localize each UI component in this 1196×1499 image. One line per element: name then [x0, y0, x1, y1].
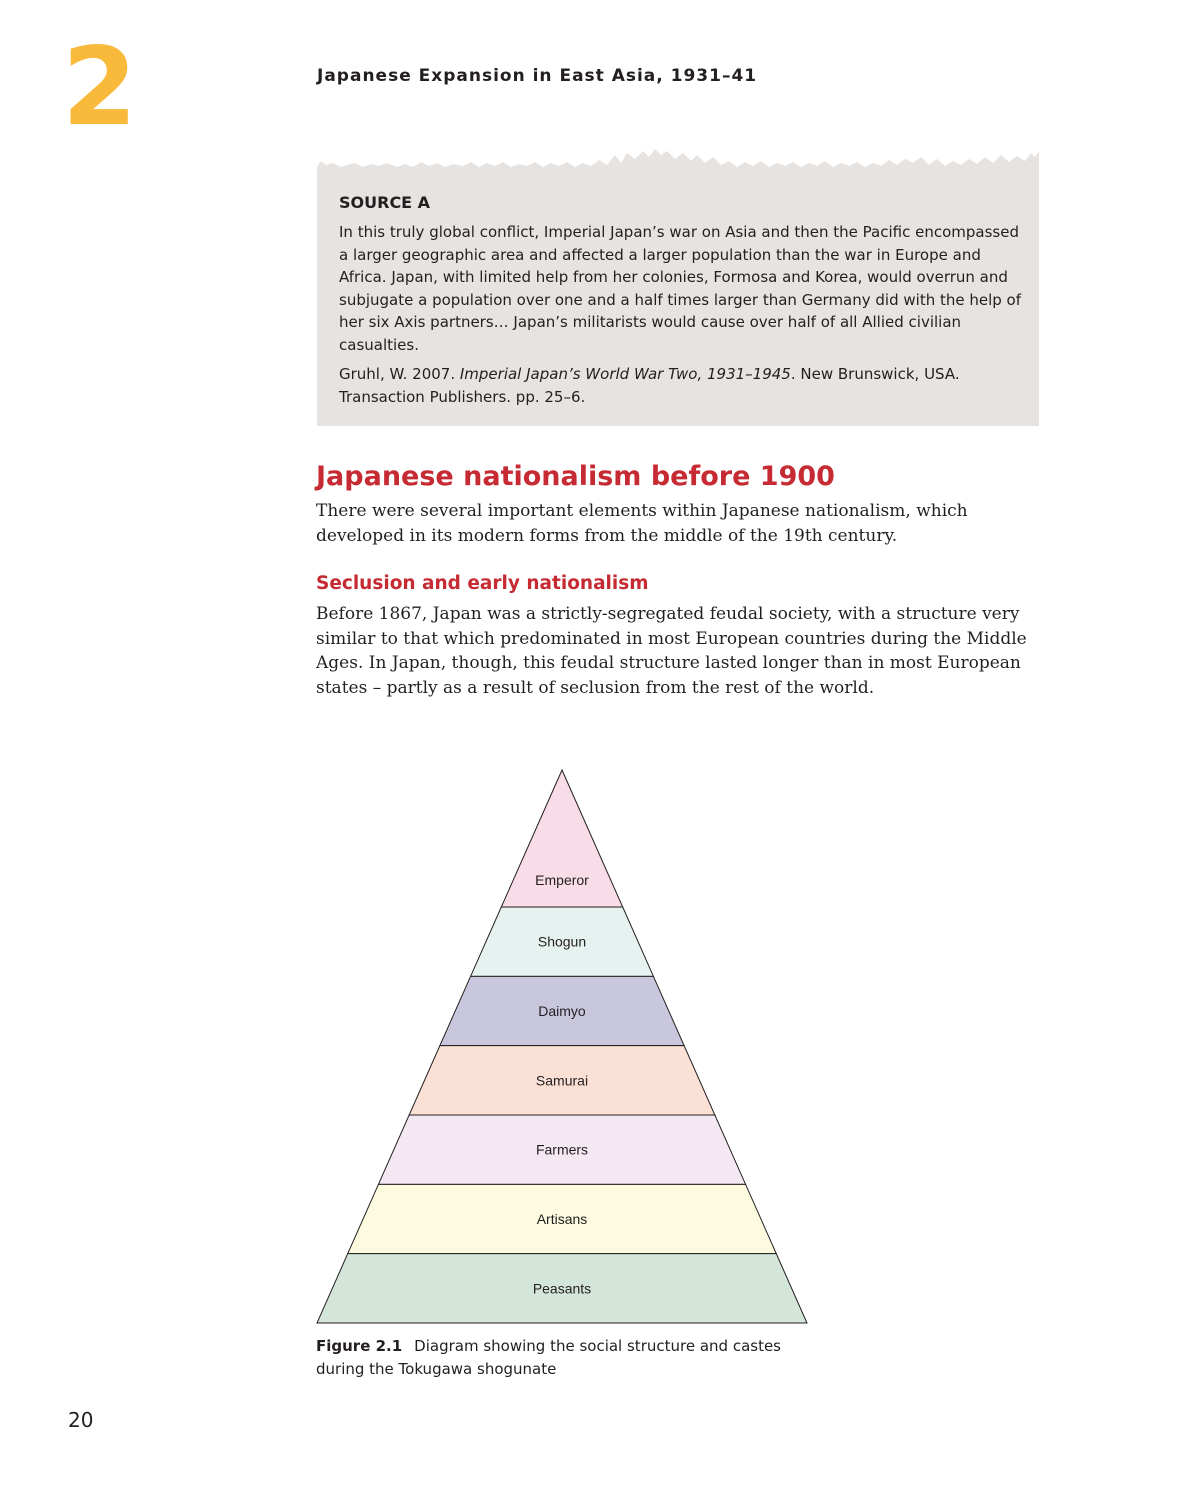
- figure-caption-text: Diagram showing the social structure and castes during the Tokugawa shogunate: [316, 1337, 781, 1378]
- running-title: Japanese Expansion in East Asia, 1931–41: [317, 66, 758, 86]
- tier-label-artisans: Artisans: [536, 1211, 588, 1227]
- source-panel: [317, 183, 1039, 426]
- figure-label: Figure 2.1: [316, 1337, 403, 1355]
- tier-label-daimyo: Daimyo: [538, 1003, 586, 1019]
- tier-label-emperor: Emperor: [535, 872, 589, 888]
- tier-label-samurai: Samurai: [535, 1072, 589, 1089]
- source-citation: [339, 363, 1029, 408]
- intro-paragraph: There were several important elements within Japanese nationalism, which developed in its modern forms from the middle of the 19th century.: [316, 501, 968, 546]
- body-paragraph: Before 1867, Japan was a strictly-segregated feudal society, with a structure very similar to that which predominated in most European countries during the Middle Ages. In Japan, though, this feudal structure lasted longer than in most European states – partly as a result of seclusion from the rest of the world.: [316, 604, 1027, 698]
- citation-author: Gruhl, W. 2007.: [339, 365, 460, 383]
- tier-label-peasants: Peasants: [532, 1280, 592, 1297]
- figure-caption: [316, 1335, 786, 1380]
- source-quote: In this truly global conflict, Imperial Japan’s war on Asia and then the Pacific encompassed a larger geographic area and affected a larger population than the war in Europe and Africa. Japan, with limited help from her colonies, Formosa and Korea, would overrun and subjugate a population over one and a half times larger than Germany did with the help of her six Axis partners… Japan’s militarists would cause over half of all Allied civilian casualties.: [339, 223, 1022, 354]
- chapter-number: 2: [62, 25, 138, 150]
- social-pyramid-diagram: [300, 760, 820, 1330]
- subheading: Seclusion and early nationalism: [316, 573, 649, 594]
- source-label: SOURCE A: [339, 193, 431, 212]
- tier-label-shogun: Shogun: [537, 933, 587, 950]
- torn-edge: [317, 145, 1039, 185]
- citation-title: Imperial Japan’s World War Two, 1931–1945: [459, 365, 791, 383]
- section-heading: Japanese nationalism before 1900: [316, 461, 835, 492]
- tier-label-farmers: Farmers: [535, 1141, 589, 1158]
- source-box: [317, 145, 1039, 426]
- page-number: 20: [68, 1408, 94, 1432]
- citation-publisher: . New Brunswick, USA. Transaction Publishers. pp. 25–6.: [339, 365, 960, 406]
